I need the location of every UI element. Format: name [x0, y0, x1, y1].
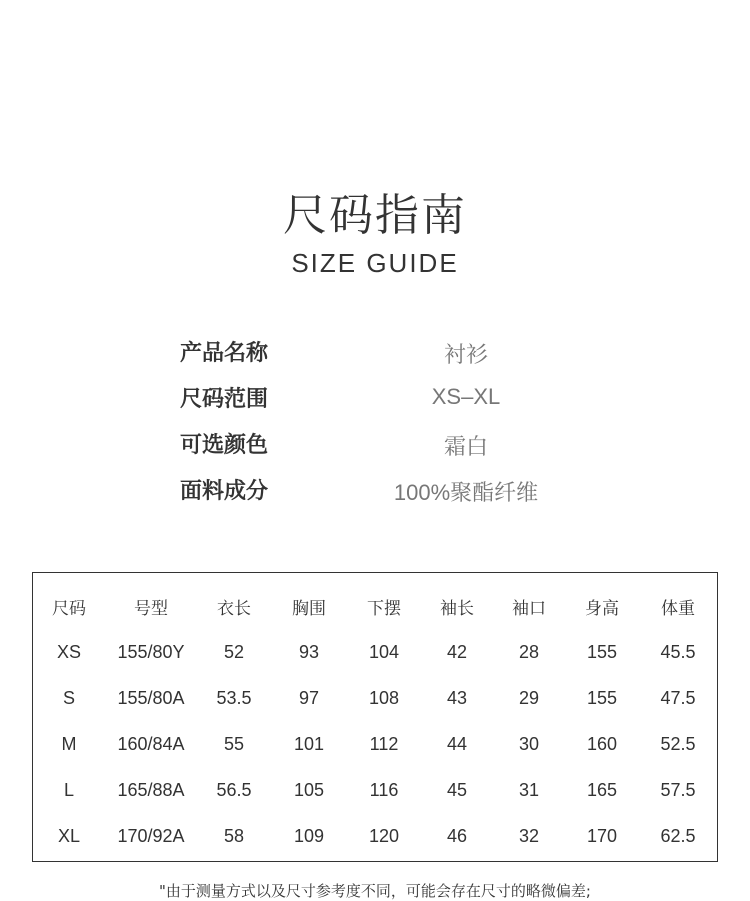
table-cell: 104 [368, 641, 400, 662]
table-cell: 28 [518, 641, 540, 662]
column-header: 号型 [134, 598, 168, 619]
table-cell: 47.5 [660, 687, 696, 708]
table-cell: 45.5 [660, 641, 696, 662]
column-header: 袖长 [440, 598, 474, 619]
table-cell: XS [56, 641, 81, 662]
column-header: 体重 [661, 598, 695, 619]
table-header-row [33, 583, 717, 629]
column-header: 胸围 [292, 598, 326, 619]
info-label: 产品名称 [180, 341, 269, 366]
table-cell: 58 [223, 825, 245, 846]
info-row-fabric [180, 468, 580, 514]
table-cell: 165/88A [117, 779, 185, 800]
table-cell: 53.5 [216, 687, 252, 708]
info-label: 可选颜色 [180, 433, 269, 458]
column-header: 袖口 [512, 598, 546, 619]
table-cell: 29 [518, 687, 540, 708]
column-header: 衣长 [217, 598, 251, 619]
table-cell: 62.5 [660, 825, 696, 846]
table-cell: 93 [298, 641, 320, 662]
table-row [33, 767, 717, 813]
column-header: 尺码 [52, 598, 86, 619]
table-cell: 52 [223, 641, 245, 662]
table-cell: 160 [586, 733, 618, 754]
measurement-note: "由于测量方式以及尺寸参考度不同，可能会存在尺寸的略微偏差; [159, 882, 591, 900]
table-cell: 32 [518, 825, 540, 846]
table-cell: 160/84A [117, 733, 185, 754]
info-value: XS–XL [431, 384, 501, 409]
table-cell: 105 [293, 779, 325, 800]
table-cell: XL [57, 825, 81, 846]
table-cell: 170/92A [117, 825, 185, 846]
info-value: 100%聚酯纤维 [393, 480, 539, 505]
page-title-en: SIZE GUIDE [291, 248, 459, 278]
table-cell: 155 [586, 641, 618, 662]
table-cell: 42 [446, 641, 468, 662]
table-cell: 30 [518, 733, 540, 754]
info-value: 霜白 [443, 434, 488, 459]
table-row [33, 675, 717, 721]
table-cell: 116 [369, 779, 399, 800]
table-cell: 165 [586, 779, 618, 800]
table-cell: 101 [293, 733, 325, 754]
column-header: 下摆 [367, 598, 401, 619]
size-table [32, 572, 718, 862]
table-cell: 45 [446, 779, 468, 800]
table-cell: 46 [446, 825, 468, 846]
table-cell: 120 [368, 825, 400, 846]
table-cell: 97 [298, 687, 320, 708]
table-cell: 44 [446, 733, 468, 754]
table-cell: 108 [368, 687, 400, 708]
table-cell: 112 [369, 733, 399, 754]
table-cell: M [61, 733, 77, 754]
table-cell: 109 [293, 825, 325, 846]
table-cell: 155 [586, 687, 618, 708]
table-cell: 155/80A [117, 687, 185, 708]
table-cell: L [63, 779, 74, 800]
table-cell: 56.5 [216, 779, 252, 800]
info-row-size-range [180, 376, 580, 422]
table-cell: 57.5 [660, 779, 696, 800]
info-value: 衬衫 [443, 342, 488, 367]
info-row-name [180, 330, 580, 376]
info-label: 面料成分 [180, 479, 269, 504]
table-cell: 43 [446, 687, 468, 708]
table-cell: 31 [518, 779, 540, 800]
column-header: 身高 [585, 598, 619, 619]
table-row [33, 629, 717, 675]
table-cell: 170 [586, 825, 618, 846]
table-cell: 52.5 [660, 733, 696, 754]
info-row-color [180, 422, 580, 468]
table-cell: 155/80Y [117, 641, 185, 662]
table-cell: S [62, 687, 75, 708]
table-row [33, 813, 717, 859]
page-title-cn: 尺码指南 [283, 190, 467, 241]
product-info [180, 330, 580, 514]
table-cell: 55 [223, 733, 245, 754]
info-label: 尺码范围 [180, 387, 269, 412]
table-row [33, 721, 717, 767]
